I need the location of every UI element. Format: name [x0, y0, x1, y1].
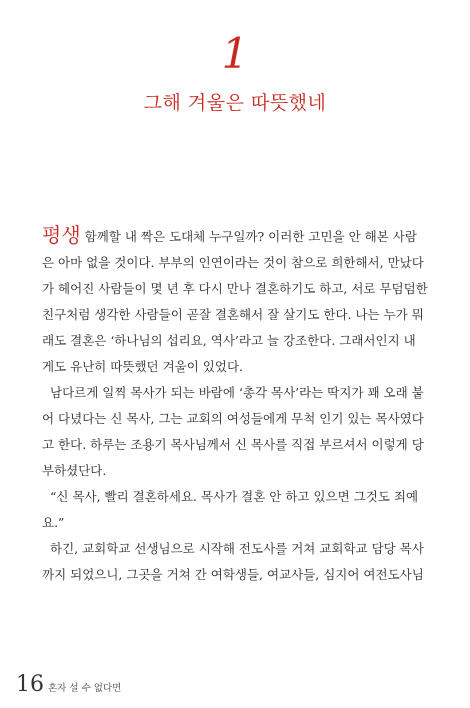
paragraph-line: 래도 결혼은 ‘하나님의 섭리요, 역사’라고 늘 강조한다. 그래서인지 내: [42, 333, 416, 348]
page-number: 16: [16, 672, 44, 697]
paragraph-line: 친구처럼 생각한 사람들이 곧잘 결혼해서 잘 살기도 한다. 나는 누가 뭐: [42, 307, 424, 322]
paragraph-line: 하긴, 교회학교 선생님으로 시작해 전도사를 거쳐 교회학교 담당 목사: [50, 541, 424, 556]
paragraph-line: 부하셨단다.: [42, 463, 107, 478]
paragraph-line: 요.”: [42, 515, 65, 530]
paragraph-line: 은 아마 없을 것이다. 부부의 인연이라는 것이 참으로 희한해서, 만났다: [42, 255, 424, 270]
paragraph-line: 게도 유난히 따뜻했던 겨울이 있었다.: [42, 359, 243, 374]
page-footer: [16, 672, 121, 697]
opening-word: 평생: [42, 223, 81, 247]
paragraph-line: 어 다녔다는 신 목사, 그는 교회의 여성들에게 무척 인기 있는 목사였다: [42, 411, 424, 426]
chapter-title: 그해 겨울은 따뜻했네: [143, 92, 327, 114]
paragraph-line: 남다르게 일찍 목사가 되는 바람에 ‘총각 목사’라는 딱지가 꽤 오래 붙: [50, 385, 424, 400]
paragraph-line: 가 헤어진 사람들이 몇 년 후 다시 만나 결혼하기도 하고, 서로 무덤덤한: [42, 281, 428, 296]
running-title: 혼자 설 수 없다면: [48, 683, 122, 694]
chapter-number: 1: [221, 29, 249, 78]
paragraph-line: 까지 되었으니, 그곳을 거쳐 간 여학생들, 여교사들, 심지어 여전도사님: [42, 567, 424, 582]
paragraph-line: “신 목사, 빨리 결혼하세요. 목사가 결혼 안 하고 있으면 그것도 죄예: [50, 489, 419, 504]
paragraph-line: [42, 222, 452, 250]
paragraph-line: 고 한다. 하루는 조용기 목사님께서 신 목사를 직접 부르셔서 이렇게 당: [42, 437, 424, 452]
paragraph-line-text: 함께할 내 짝은 도대체 누구일까? 이러한 고민을 안 해본 사람: [84, 229, 417, 244]
body-text: [42, 222, 452, 588]
